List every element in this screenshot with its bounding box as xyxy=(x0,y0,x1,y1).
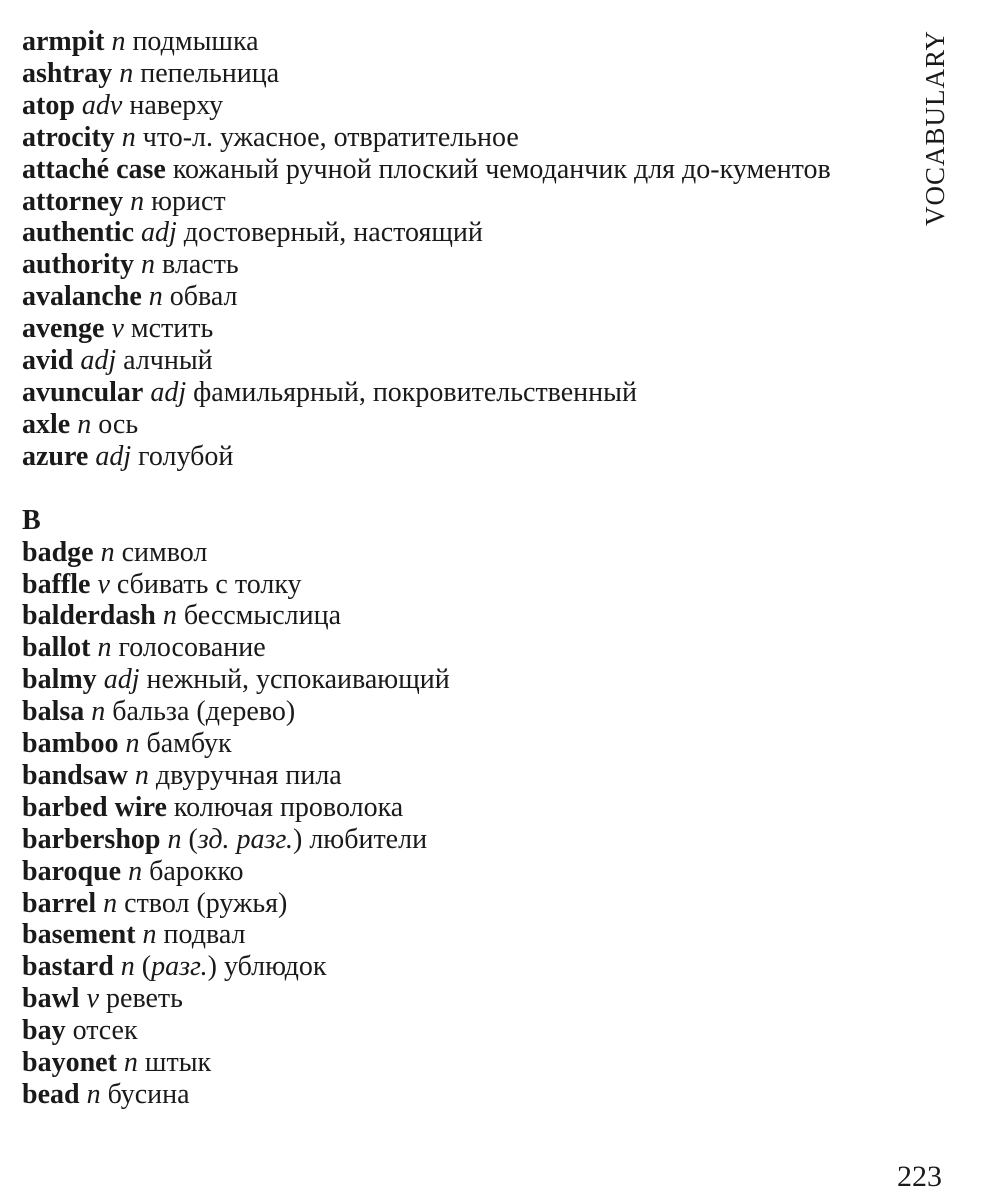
vocabulary-list xyxy=(22,26,882,1111)
entry xyxy=(22,1015,882,1047)
headword: atop xyxy=(22,89,75,121)
entry xyxy=(22,345,882,377)
entry: bastard n (разг.) ублюдок xyxy=(22,951,327,983)
part-of-speech: v xyxy=(111,313,124,345)
translation: кожаный ручной плоский чемоданчик для до-кументов xyxy=(172,153,831,185)
translation: штык xyxy=(144,1047,212,1079)
headword: axle xyxy=(22,408,71,440)
section-a xyxy=(22,26,882,473)
part-of-speech: n xyxy=(97,632,112,664)
part-of-speech: adv xyxy=(81,89,123,121)
headword: authentic xyxy=(22,217,134,249)
translation: колючая проволока xyxy=(173,791,404,823)
translation: фамильярный, покровительственный xyxy=(193,376,637,408)
headword: badge xyxy=(22,536,94,568)
part-of-speech: n xyxy=(123,1047,138,1079)
headword: atrocity xyxy=(22,121,115,153)
part-of-speech: n xyxy=(86,1079,101,1110)
page-number: 223 xyxy=(897,1160,942,1193)
translation: бусина xyxy=(107,1079,190,1110)
entry xyxy=(22,760,882,792)
headword: balmy xyxy=(22,664,97,696)
part-of-speech: n xyxy=(167,823,182,855)
translation: пепельница xyxy=(140,57,280,89)
part-of-speech: n xyxy=(125,728,140,760)
entry xyxy=(22,792,882,824)
part-of-speech: n xyxy=(128,855,143,887)
entry xyxy=(22,154,882,186)
part-of-speech: n xyxy=(119,57,134,89)
entry xyxy=(22,728,882,760)
part-of-speech: n xyxy=(162,600,177,632)
entry xyxy=(22,632,882,664)
part-of-speech: adj xyxy=(80,345,117,377)
headword: bawl xyxy=(22,983,80,1015)
headword: bayonet xyxy=(22,1047,117,1079)
headword: attaché case xyxy=(22,153,166,185)
part-of-speech: n xyxy=(120,951,135,983)
entry xyxy=(22,186,882,218)
translation: ствол (ружья) xyxy=(124,887,288,919)
headword: barbed wire xyxy=(22,791,167,823)
headword: armpit xyxy=(22,26,105,57)
translation: двуручная пила xyxy=(155,759,342,791)
headword: bandsaw xyxy=(22,759,128,791)
translation: ось xyxy=(98,408,139,440)
translation: любители xyxy=(309,823,428,855)
part-of-speech: adj xyxy=(141,217,177,249)
headword: balderdash xyxy=(22,600,156,632)
headword: bay xyxy=(22,1015,66,1047)
headword: balsa xyxy=(22,696,85,728)
translation: юрист xyxy=(151,185,226,217)
entry xyxy=(22,26,882,58)
translation: барокко xyxy=(149,855,244,887)
translation: символ xyxy=(121,536,208,568)
translation: голубой xyxy=(138,440,234,472)
headword: authority xyxy=(22,249,134,281)
entry xyxy=(22,856,882,888)
part-of-speech: n xyxy=(103,887,118,919)
headword: avenge xyxy=(22,313,105,345)
part-of-speech: n xyxy=(77,408,92,440)
entry xyxy=(22,600,882,632)
translation: бальза (дерево) xyxy=(112,696,296,728)
part-of-speech: n xyxy=(134,759,149,791)
headword: azure xyxy=(22,440,89,472)
entry xyxy=(22,249,882,281)
part-of-speech: n xyxy=(141,249,155,281)
translation: что-л. ужасное, отвратительное xyxy=(142,121,519,153)
translation: голосование xyxy=(118,632,266,664)
entry xyxy=(22,441,882,473)
entry xyxy=(22,58,882,90)
entry xyxy=(22,1079,882,1111)
translation: алчный xyxy=(123,345,213,377)
headword: baffle xyxy=(22,568,91,600)
translation: реветь xyxy=(106,983,183,1015)
usage-note: разг. xyxy=(151,951,208,983)
part-of-speech: n xyxy=(142,919,157,951)
translation: бессмыслица xyxy=(183,600,342,632)
entry xyxy=(22,313,882,345)
translation: отсек xyxy=(72,1015,138,1047)
translation: достоверный, настоящий xyxy=(183,217,483,249)
section-letter: B xyxy=(22,504,41,536)
headword: avid xyxy=(22,345,74,377)
part-of-speech: v xyxy=(97,568,110,600)
entry xyxy=(22,281,882,313)
translation: сбивать с толку xyxy=(116,568,302,600)
translation: бамбук xyxy=(146,728,232,760)
part-of-speech: adj xyxy=(150,376,187,408)
translation: мстить xyxy=(130,313,214,345)
headword: attorney xyxy=(22,185,124,217)
headword: ballot xyxy=(22,632,91,664)
section-b xyxy=(22,505,882,1111)
usage-note: зд. разг. xyxy=(197,823,293,855)
headword: barrel xyxy=(22,887,97,919)
translation: подмышка xyxy=(132,26,259,57)
entry xyxy=(22,888,882,920)
part-of-speech: v xyxy=(86,983,100,1015)
part-of-speech: adj xyxy=(103,664,140,696)
part-of-speech: n xyxy=(111,26,126,57)
entry xyxy=(22,217,882,249)
translation: власть xyxy=(162,249,239,281)
headword: avalanche xyxy=(22,281,142,313)
headword: avuncular xyxy=(22,376,144,408)
part-of-speech: n xyxy=(100,536,115,568)
headword: ashtray xyxy=(22,57,113,89)
headword: bamboo xyxy=(22,728,119,760)
part-of-speech: n xyxy=(121,121,136,153)
entry xyxy=(22,1047,882,1079)
entry xyxy=(22,696,882,728)
headword: bead xyxy=(22,1079,80,1110)
part-of-speech: n xyxy=(130,185,145,217)
headword: baroque xyxy=(22,855,122,887)
entry xyxy=(22,409,882,441)
entry xyxy=(22,537,882,569)
entry xyxy=(22,90,882,122)
entry xyxy=(22,983,882,1015)
entry xyxy=(22,377,882,409)
entry xyxy=(22,664,882,696)
entry xyxy=(22,919,882,951)
translation: подвал xyxy=(163,919,246,951)
headword: barbershop xyxy=(22,823,161,855)
part-of-speech: adj xyxy=(95,440,132,472)
entry: barbershop n (зд. разг.) любители xyxy=(22,823,428,855)
part-of-speech: n xyxy=(148,281,163,313)
headword: bastard xyxy=(22,951,114,983)
section-side-label: VOCABULARY xyxy=(920,30,950,227)
translation: обвал xyxy=(169,281,238,313)
entry xyxy=(22,569,882,601)
entry xyxy=(22,122,882,154)
translation: ублюдок xyxy=(223,951,327,983)
translation: наверху xyxy=(129,89,224,121)
headword: basement xyxy=(22,919,136,951)
translation: нежный, успокаивающий xyxy=(146,664,450,696)
part-of-speech: n xyxy=(91,696,106,728)
